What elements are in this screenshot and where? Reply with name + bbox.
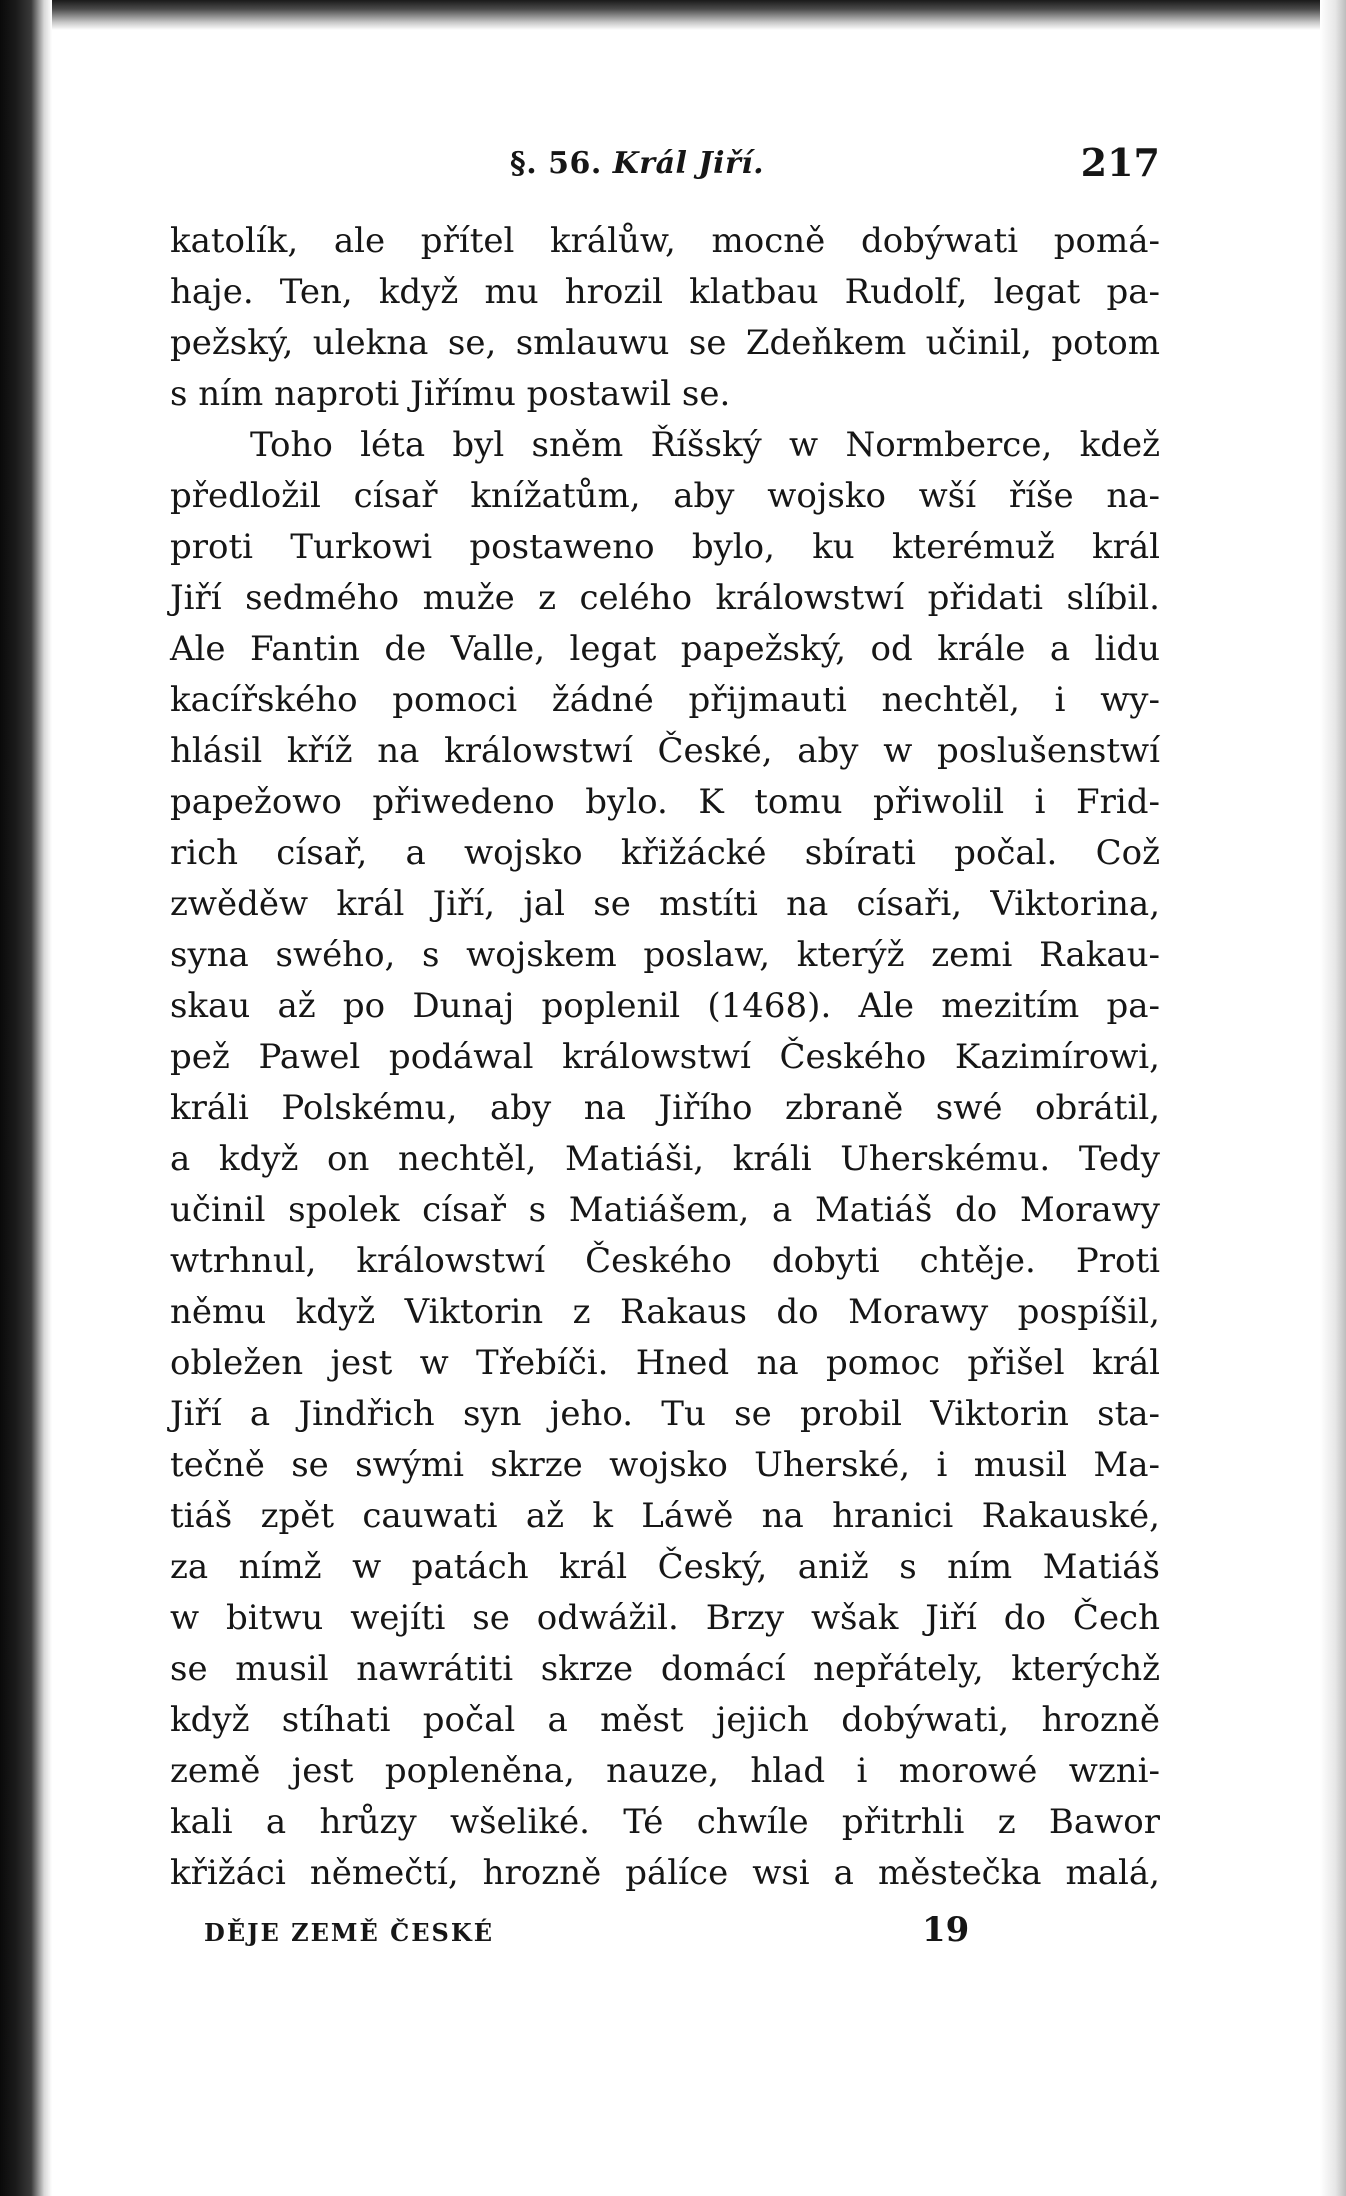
text-line: proti Turkowi postaweno bylo, ku kterémuž král (170, 527, 1160, 567)
text-line: se musil nawrátiti skrze domácí nepřátely, kterýchž (170, 1649, 1160, 1689)
text-line: když stíhati počal a měst jejich dobýwati, hrozně (170, 1700, 1160, 1740)
text-line: hlásil kříž na králowstwí České, aby w poslušenstwí (170, 731, 1160, 771)
text-line: tečně se swými skrze wojsko Uherské, i musil Ma- (170, 1445, 1160, 1485)
section-number: §. 56. (510, 146, 602, 181)
printer-signature: DĚJE ZEMĚ ČESKÉ (204, 1918, 495, 1947)
scan-edge-right (1320, 0, 1346, 2196)
text-line: rich císař, a wojsko křižácké sbírati počal. Což (170, 833, 1160, 873)
book-page (170, 120, 1160, 2140)
section-name: Král Jiří. (612, 146, 765, 181)
text-line: skau až po Dunaj poplenil (1468). Ale mezitím pa- (170, 986, 1160, 1026)
text-line: země jest popleněna, nauze, hlad i morowé wzni- (170, 1751, 1160, 1791)
text-line: pež Pawel podáwal králowstwí Českého Kazimírowi, (170, 1037, 1160, 1077)
section-title (510, 146, 764, 181)
signature-number: 19 (922, 1910, 970, 1950)
scan-edge-top (52, 0, 1346, 30)
text-line: haje. Ten, když mu hrozil klatbau Rudolf, legat pa- (170, 272, 1160, 312)
text-line: učinil spolek císař s Matiášem, a Matiáš do Morawy (170, 1190, 1160, 1230)
text-line: s ním naproti Jiřímu postawil se. (170, 374, 731, 414)
scan-edge-left (0, 0, 52, 2196)
text-line: Toho léta byl sněm Říšský w Normberce, kdež (250, 425, 1160, 465)
page-number: 217 (1080, 140, 1160, 185)
text-line: předložil císař knížatům, aby wojsko wší říše na- (170, 476, 1160, 516)
text-line: Jiří a Jindřich syn jeho. Tu se probil Viktorin sta- (170, 1394, 1160, 1434)
text-line: za nímž w patách král Český, aniž s ním Matiáš (170, 1547, 1160, 1587)
text-line: kacířského pomoci žádné přijmauti nechtěl, i wy- (170, 680, 1160, 720)
text-line: Jiří sedmého muže z celého králowstwí přidati slíbil. (170, 578, 1160, 618)
text-line: kali a hrůzy wšeliké. Té chwíle přitrhli z Bawor (170, 1802, 1160, 1842)
text-line: katolík, ale přítel králůw, mocně dobýwati pomá- (170, 221, 1160, 261)
text-line: w bitwu wejíti se odwážil. Brzy wšak Jiří do Čech (170, 1598, 1160, 1638)
text-line: Ale Fantin de Valle, legat papežský, od krále a lidu (170, 629, 1160, 669)
text-line: tiáš zpět cauwati až k Láwě na hranici Rakauské, (170, 1496, 1160, 1536)
text-line: králi Polskému, aby na Jiřího zbraně swé obrátil, (170, 1088, 1160, 1128)
text-line: syna swého, s wojskem poslaw, kterýž zemi Rakau- (170, 935, 1160, 975)
text-line: a když on nechtěl, Matiáši, králi Uherskému. Tedy (170, 1139, 1160, 1179)
footer (170, 1910, 1160, 1960)
text-line: papežowo přiwedeno bylo. K tomu přiwolil i Frid- (170, 782, 1160, 822)
text-line: obležen jest w Třebíči. Hned na pomoc přišel král (170, 1343, 1160, 1383)
text-line: pežský, ulekna se, smlauwu se Zdeňkem učinil, potom (170, 323, 1160, 363)
body-text (170, 216, 1160, 1899)
text-line: křižáci němečtí, hrozně pálíce wsi a městečka malá, (170, 1853, 1160, 1893)
text-line: wtrhnul, králowstwí Českého dobyti chtěje. Proti (170, 1241, 1160, 1281)
text-line: zwěděw král Jiří, jal se mstíti na císaři, Viktorina, (170, 884, 1160, 924)
text-line: němu když Viktorin z Rakaus do Morawy pospíšil, (170, 1292, 1160, 1332)
running-head (170, 132, 1160, 188)
